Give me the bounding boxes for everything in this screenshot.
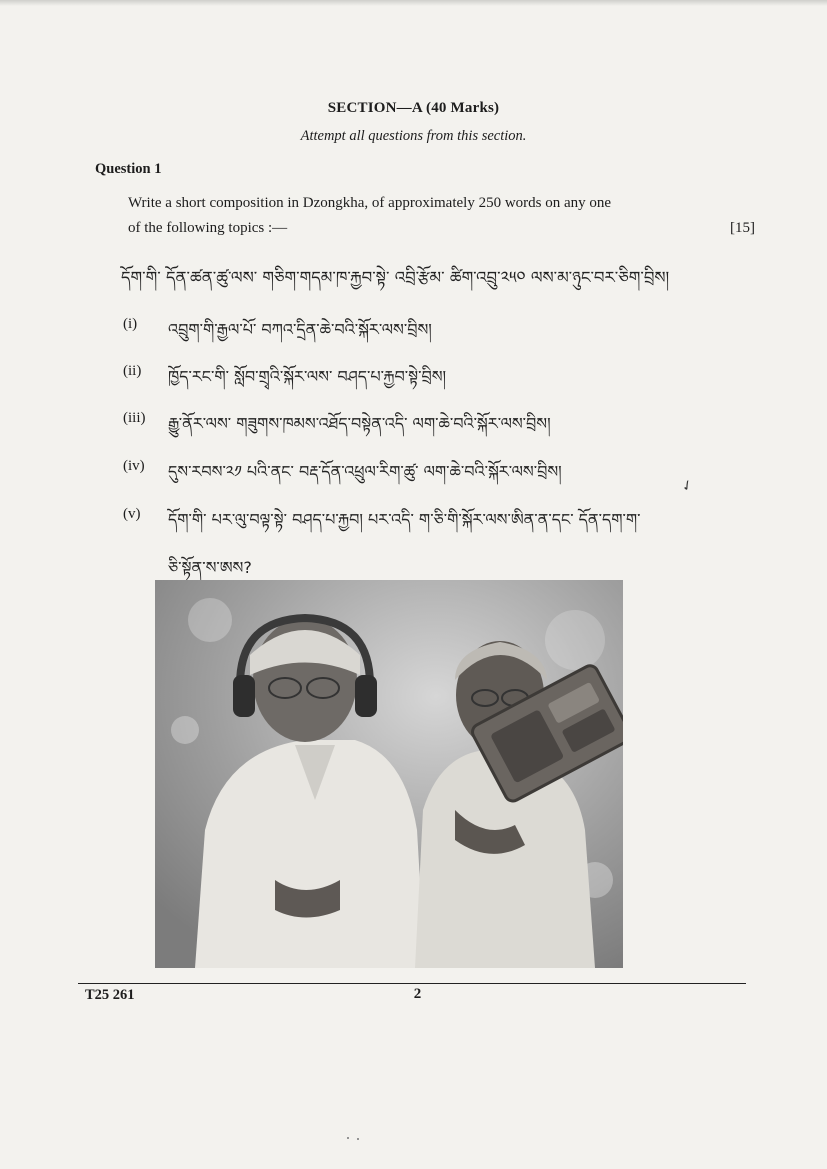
- topic-number: (iii): [123, 410, 146, 426]
- topic-number: (v): [123, 506, 141, 522]
- instruction-line-2: of the following topics :—: [128, 220, 288, 236]
- topic-text: དུས་རབས་༢༡ པའི་ནང་ བརྡ་དོན་འཕྲུལ་རིག་ཚུ་ ལག་ཆེ་བའི་སྐོར་ལས་བྲིས།: [168, 462, 562, 481]
- topic-number: (ii): [123, 363, 142, 379]
- footer-divider: [78, 983, 746, 984]
- topic-continuation: ཅི་སྟོན་ས་ཨས?: [168, 558, 252, 577]
- section-title: SECTION—A (40 Marks): [327, 100, 500, 116]
- topic-text: ཁྱོད་རང་གི་ སློབ་གྲྭའི་སྐོར་ལས་ བཤད་པ་རྐྱབ་སྟེ་བྲིས།: [168, 367, 447, 386]
- photo-elderly-couple: [155, 580, 623, 968]
- page-number: 2: [413, 986, 422, 1002]
- photo-elderly-couple-icon: [155, 580, 623, 968]
- scan-speck: [347, 1137, 349, 1139]
- topic-text: རྒྱུ་ནོར་ལས་ གཟུགས་ཁམས་འཐོད་བསྟེན་འདི་ ལག་ཆེ་བའི་སྐོར་ལས་བྲིས།: [168, 414, 551, 433]
- topic-text: དོག་གི་ པར་ལུ་བལྟ་སྟེ་ བཤད་པ་རྐྱབ། པར་འདི་ ག་ཅི་གི་སྐོར་ལས་ཨིན་ན་དང་ དོན་དག་ག་: [168, 510, 641, 529]
- dzongkha-heading: དོག་གི་ དོན་ཚན་ཚུ་ལས་ གཅིག་གདམ་ཁ་རྐྱབ་སྟེ་ འབྲི་རྩོམ་ ཚིག་འབྲུ་༢༥༠ ལས་མ་ཉུང་བར་ཅིག་བྲིས།: [121, 268, 670, 287]
- scan-speck: [357, 1138, 359, 1140]
- instruction-line-1: Write a short composition in Dzongkha, of approximately 250 words on any one: [128, 195, 612, 211]
- topic-number: (i): [123, 316, 138, 332]
- topic-text: འབྲུག་གི་རྒྱལ་པོ་ བཀའ་དྲིན་ཆེ་བའི་སྐོར་ལས་བྲིས།: [168, 320, 432, 339]
- pen-tick-mark: ✓: [679, 477, 697, 496]
- paper-code: T25 261: [85, 987, 135, 1003]
- scan-edge: [0, 0, 827, 6]
- topic-number: (iv): [123, 458, 145, 474]
- marks-label: [15]: [730, 220, 755, 236]
- section-subtitle: Attempt all questions from this section.: [300, 128, 527, 144]
- question-label: Question 1: [95, 161, 162, 177]
